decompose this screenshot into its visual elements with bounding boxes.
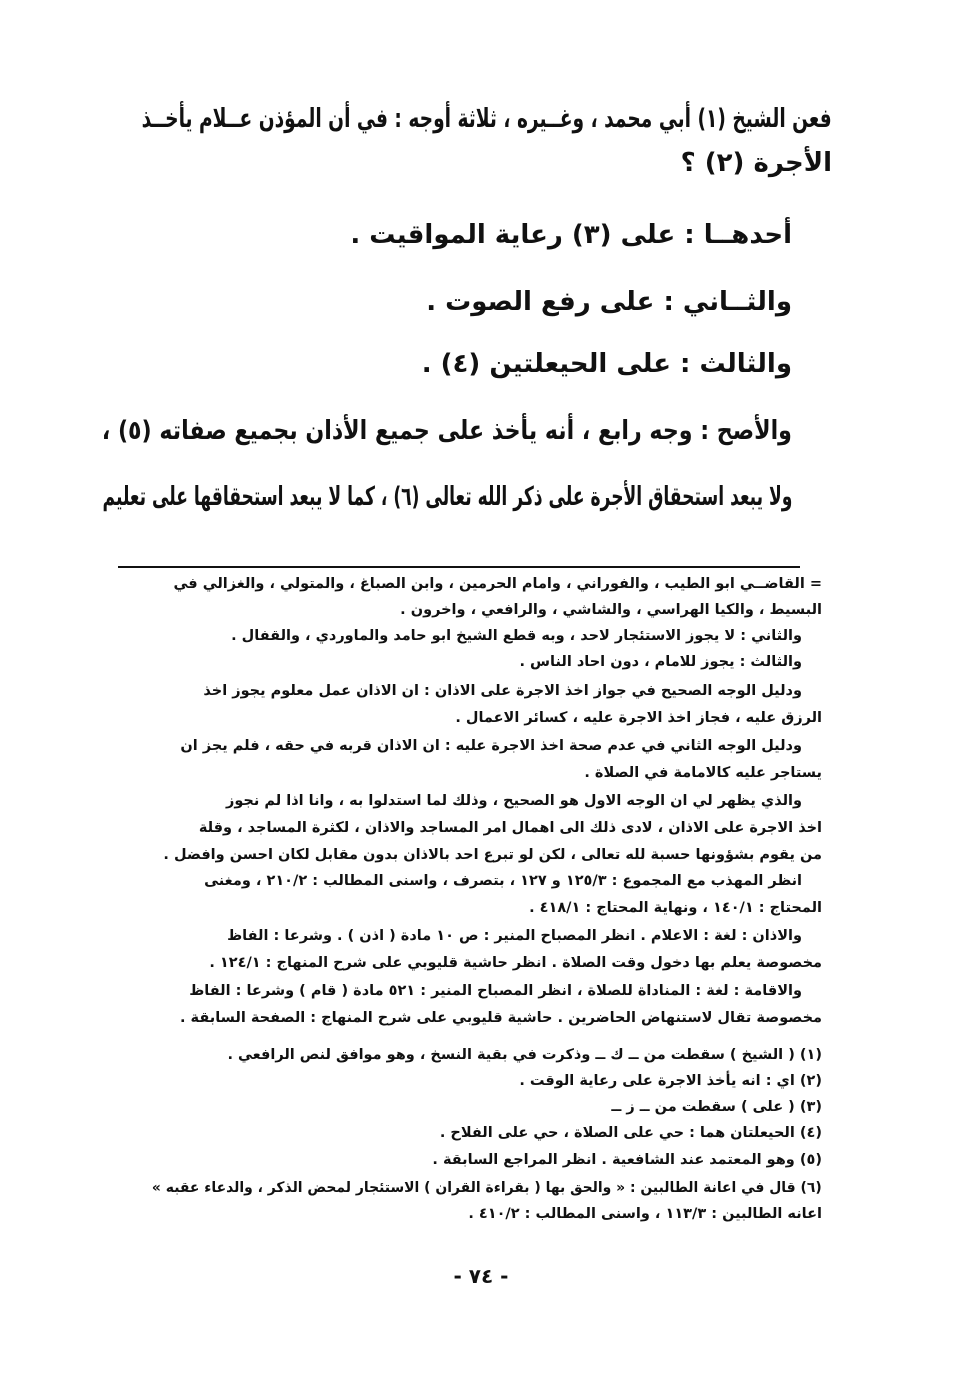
footnote-line: من يقوم بشؤونها حسبة لله تعالى ، لكن لو تبرع احد بالاذان بدون مقابل لكان احسن وافضل . (163, 847, 822, 863)
numbered-note: (٣) ( على ) سقطت من ــ ز ــ (611, 1099, 822, 1115)
footnote-line: والاذان : لغة : الاعلام . انظر المصباح المنير : ص ١٠ مادة ( اذن ) . وشرعا : الفاظ (227, 928, 802, 944)
footnote-line: البسيط ، والكيا الهراسي ، والشاشي ، والرافعي ، واخرون . (400, 602, 822, 618)
footnote-line: اخذ الاجرة على الاذان ، لادى ذلك الى اهمال امر المساجد والاذان ، لكثرة المساجد ، وقلة (198, 820, 822, 836)
main-text-line: فعن الشيخ (١) أبي محمد ، وغــيره ، ثلاثة أوجه : في أن المؤذن عــلام يأخــذ (142, 104, 832, 134)
main-text-line: أحدهــا : على (٣) رعاية المواقيت . (350, 220, 792, 250)
footnote-line: انظر المهذب مع المجموع : ١٢٥/٣ و ١٢٧ ، بتصرف ، واسنى المطالب : ٢١٠/٢ ، ومغنى (204, 873, 802, 889)
footnote-line: والاقامة : لغة : المناداة للصلاة ، انظر المصباح المنير : ٥٢١ مادة ( قام ) وشرعا : الفاظ (189, 983, 802, 999)
footnote-line: الرزق عليه ، فجاز اخذ الاجرة عليه ، كسائر الاعمال . (455, 710, 822, 726)
numbered-note: (٤) الحيعلتان هما : حي على الصلاة ، حي على الفلاح . (439, 1125, 822, 1141)
footnote-line: مخصوصة تقال لاستنهاض الحاضرين . حاشية قليوبي على شرح المنهاج : الصفحة السابقة . (179, 1010, 822, 1026)
main-text-line: الأجرة (٢) ؟ (680, 148, 832, 178)
numbered-note: (١) ( الشيخ ) سقطت من ــ ك ــ وذكرت في بقية النسخ ، وهو موافق لنص الرافعي . (227, 1047, 822, 1063)
footnote-line: ودليل الوجه الثاني في عدم صحة اخذ الاجرة عليه : ان الاذان قربه في حقه ، فلم يجز ان (180, 738, 802, 754)
main-text-line: ولا يبعد استحقاق الأجرة على ذكر الله تعالى (٦) ، كما لا يبعد استحقاقها على تعليم (102, 482, 792, 512)
main-text-line: والأصح : وجه رابع ، أنه يأخذ على جميع الأذان بجميع صفاته (٥) ، (101, 416, 792, 446)
footnote-divider (118, 566, 800, 568)
page-number: - ٧٤ - (453, 1264, 509, 1288)
main-text-line: والثــاني : على رفع الصوت . (426, 287, 792, 317)
footnote-line: = القاضــي ابو الطيب ، والفوراني ، وامام الحرمين ، وابن الصباغ ، والمتولي ، والغزالي في (173, 576, 822, 592)
footnote-line: والذي يظهر لي ان الوجه الاول هو الصحيح ، وذلك لما استدلوا به ، وانا اذا لم نجوز (225, 793, 802, 809)
footnote-line: والثاني : لا يجوز الاستئجار لاحد ، وبه قطع الشيخ ابو حامد والماوردي ، والقفال . (231, 628, 802, 644)
numbered-note: (٦) قال في اعانة الطالبين : « والحق بها ( بقراءة القران ) الاستئجار لمحض الذكر ، والدعاء عقبه » (152, 1180, 822, 1196)
numbered-note: اعانه الطالبين : ١١٣/٣ ، واسنى المطالب : ٤١٠/٢ . (468, 1206, 822, 1222)
footnote-line: ودليل الوجه الصحيح في جواز اخذ الاجرة على الاذان : ان الاذان عمل معلوم يجوز اخذ (203, 683, 802, 699)
footnote-line: والثالث : يجوز للامام ، دون احاد الناس . (519, 654, 802, 670)
numbered-note: (٢) اي : انه يأخذ الاجرة على رعاية الوقت . (519, 1073, 822, 1089)
main-text-line: والثالث : على الحيعلتين (٤) . (421, 349, 792, 379)
footnote-line: يستاجر عليه كالامامة في الصلاة . (584, 765, 822, 781)
numbered-note: (٥) وهو المعتمد عند الشافعية . انظر المراجع السابقة . (432, 1152, 822, 1168)
footnote-line: مخصوصة يعلم بها دخول وقت الصلاة . انظر حاشية قليوبي على شرح المنهاج : ١٢٤/١ . (209, 955, 822, 971)
footnote-line: المحتاج : ١٤٠/١ ، ونهاية المحتاج : ٤١٨/١ . (529, 900, 822, 916)
